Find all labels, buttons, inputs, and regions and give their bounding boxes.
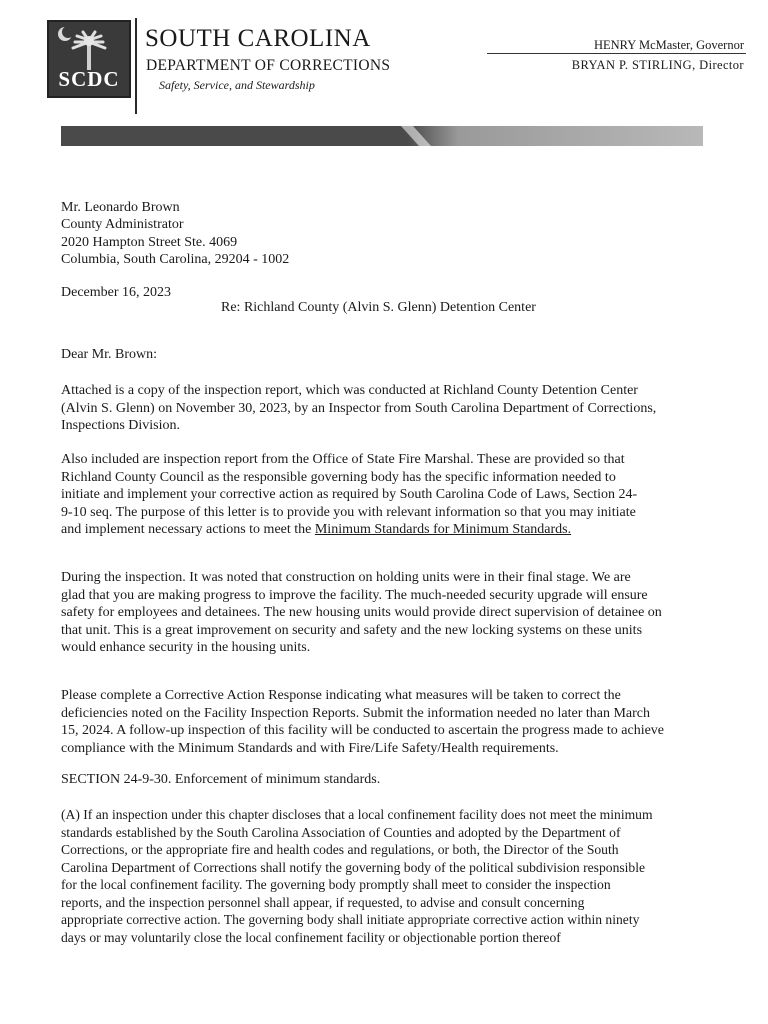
text-line: compliance with the Minimum Standards and with Fire/Life Safety/Health requirements. <box>61 740 559 756</box>
governor-rule <box>487 53 746 54</box>
text-line: Inspections Division. <box>61 418 180 433</box>
text-line: glad that you are making progress to improve the facility. The much-needed security upgrade will ensure <box>61 587 648 603</box>
motto: Safety, Service, and Stewardship <box>159 78 315 92</box>
text-line: Attached is a copy of the inspection report, which was conducted at Richland County Detention Center <box>61 383 638 398</box>
state-name: SOUTH CAROLINA <box>145 25 371 52</box>
salutation: Dear Mr. Brown: <box>61 347 158 362</box>
paragraph-section-text <box>61 806 704 946</box>
department-name: DEPARTMENT OF CORRECTIONS <box>146 57 391 74</box>
recipient-street: 2020 Hampton Street Ste. 4069 <box>61 234 238 250</box>
recipient-title: County Administrator <box>61 217 184 233</box>
recipient-name: Mr. Leonardo Brown <box>61 200 180 215</box>
text-line: would enhance security in the housing units. <box>61 640 311 655</box>
paragraph-fire-marshal <box>61 451 704 539</box>
recipient-city: Columbia, South Carolina, 29204 - 1002 <box>61 251 290 267</box>
text-line: Richland County Council as the responsible governing body has the specific information needed to <box>61 469 616 485</box>
paragraph-construction-progress <box>61 569 704 657</box>
text-line: initiate and implement your corrective action as required by South Carolina Code of Laws, Section 24- <box>61 487 638 502</box>
letterhead-divider <box>135 18 137 114</box>
text-line: deficiencies noted on the Facility Inspection Reports. Submit the information needed no later than March <box>61 705 651 721</box>
letter-date: December 16, 2023 <box>61 285 172 300</box>
text-line: for the local confinement facility. The governing body promptly shall meet to consider the inspection <box>61 877 611 892</box>
text-line: Please complete a Corrective Action Response indicating what measures will be taken to correct the <box>61 688 621 703</box>
text-line: (Alvin S. Glenn) on November 30, 2023, by an Inspector from South Carolina Department of Corrections, <box>61 400 657 416</box>
text-line: (A) If an inspection under this chapter discloses that a local confinement facility does not meet the minimum <box>61 807 653 822</box>
text-line-part: and implement necessary actions to meet the <box>61 522 315 537</box>
banner-angle <box>61 126 703 146</box>
minimum-standards-reference: Minimum Standards for Minimum Standards. <box>314 522 572 537</box>
text-line: 9-10 seq. The purpose of this letter is to provide you with relevant information so that you may initiate <box>61 504 636 520</box>
text-line: 15, 2024. A follow-up inspection of this facility will be conducted to ascertain the progress made to achieve <box>61 723 665 738</box>
text-line: reports, and the inspection personnel shall appear, if requested, to advise and consult concerning <box>61 894 585 910</box>
text-line: During the inspection. It was noted that construction on holding units were in their final stage. We are <box>61 570 631 585</box>
text-line: Corrections, or the appropriate fire and health codes and regulations, or both, the Director of the South <box>61 842 619 857</box>
text-line: that unit. This is a great improvement on security and safety and the new locking systems on these units <box>61 622 643 638</box>
text-line: standards established by the South Carolina Association of Counties and adopted by the Department of <box>61 824 621 840</box>
governor-line: HENRY McMaster, Governor <box>593 38 744 52</box>
paragraph-corrective-action <box>61 687 704 757</box>
text-line: safety for employees and detainees. The new housing units would provide direct supervision of detainee on <box>61 605 662 620</box>
paragraph-inspection-report <box>61 382 704 435</box>
recipient-address <box>61 199 289 268</box>
scdc-logo <box>47 20 131 98</box>
text-line <box>61 521 704 539</box>
text-line: days or may voluntarily close the local confinement facility or objectionable portion thereof <box>61 929 561 945</box>
text-line: appropriate corrective action. The governing body shall initiate appropriate corrective action within ninety <box>61 912 640 927</box>
text-line: Carolina Department of Corrections shall notify the governing body of the political subdivision responsible <box>61 859 646 875</box>
subject-line: Re: Richland County (Alvin S. Glenn) Detention Center <box>221 300 536 315</box>
text-line: Also included are inspection report from the Office of State Fire Marshal. These are provided so that <box>61 452 625 467</box>
section-heading: SECTION 24-9-30. Enforcement of minimum standards. <box>61 772 381 787</box>
logo-text: SCDC <box>58 67 120 91</box>
director-line: BRYAN P. STIRLING, Director <box>571 58 744 72</box>
